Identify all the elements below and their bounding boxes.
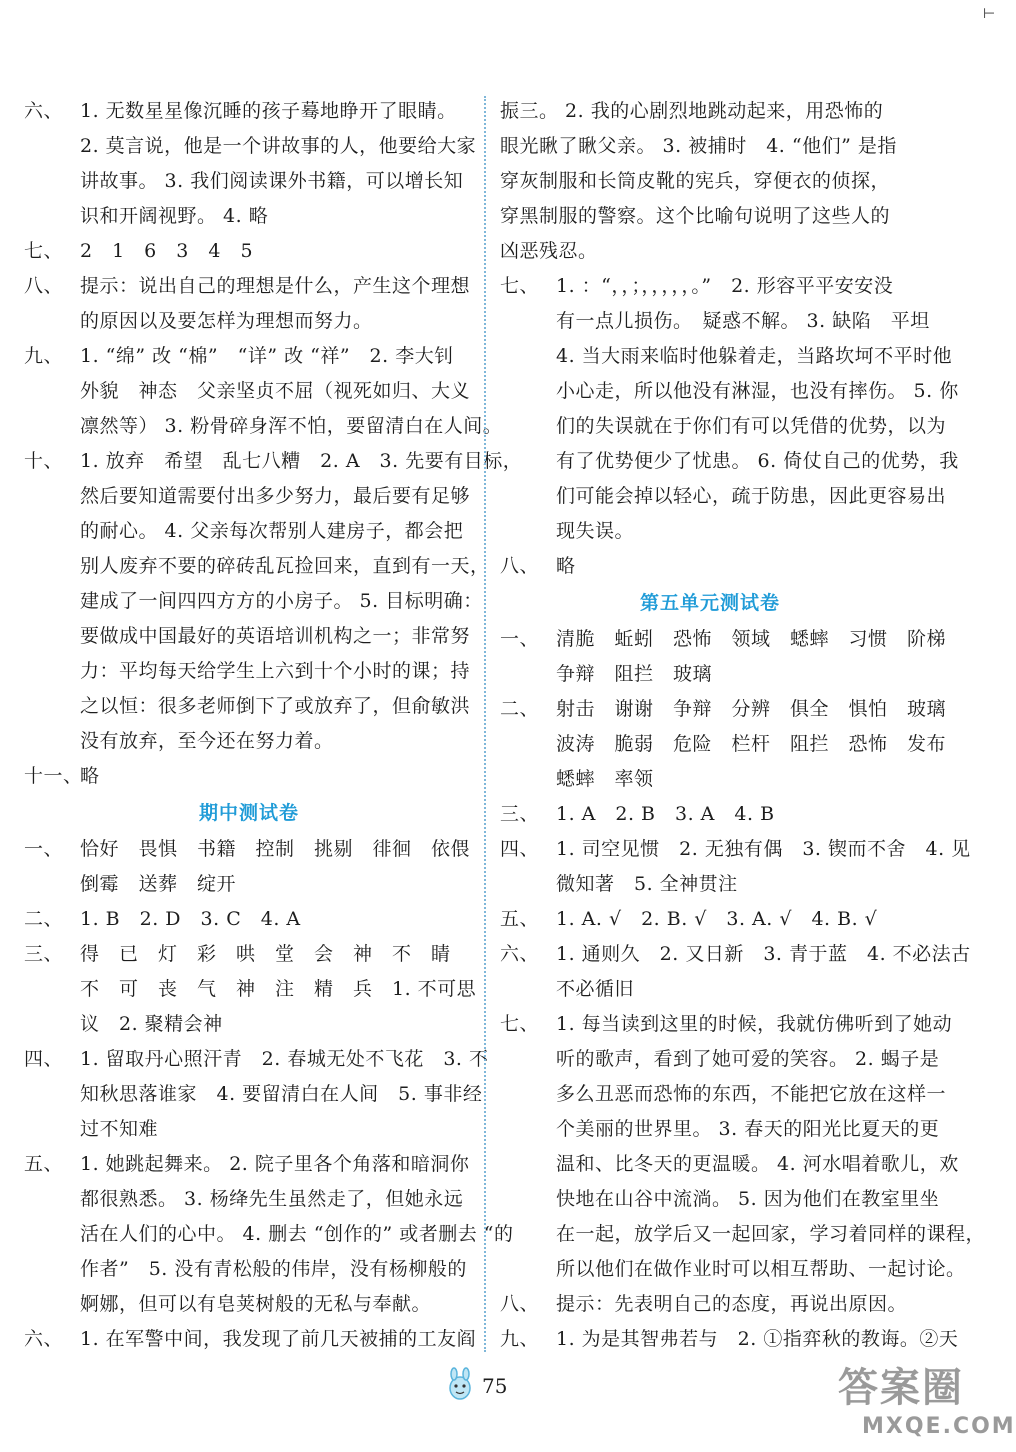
answer-entry	[24, 937, 477, 1042]
answer-text-line: 们可能会掉以轻心，疏于防患，因此更容易出	[556, 485, 947, 507]
question-number: 二、	[500, 698, 540, 720]
answer-text-line: 听的歌声，看到了她可爱的笑容。 2. 蝎子是	[556, 1048, 940, 1070]
answer-text-line: 1. 留取丹心照汗青 2. 春城无处不飞花 3. 不	[80, 1048, 489, 1070]
answer-text-line: 眼光瞅了瞅父亲。 3. 被捕时 4. “他们” 是指	[500, 135, 897, 157]
answer-text-line: 提示：先表明自己的态度，再说出原因。	[556, 1293, 908, 1315]
question-number: 八、	[500, 1293, 540, 1315]
question-number: 七、	[500, 275, 540, 297]
unit5-title: 第五单元测试卷	[639, 592, 780, 614]
answer-text-line: 1. 无数星星像沉睡的孩子蓦地睁开了眼睛。	[80, 100, 457, 122]
answer-text-line: 活在人们的心中。 4. 删去 “创作的” 或者删去 “的	[80, 1223, 514, 1245]
answer-text-line: 力：平均每天给学生上六到十个小时的课；持	[80, 660, 471, 682]
answer-text-line: 所以他们在做作业时可以相互帮助、一起讨论。	[556, 1258, 966, 1280]
unit5-entries	[500, 622, 986, 1357]
answer-text-line: 1. 她跳起舞来。 2. 院子里各个角落和暗洞你	[80, 1153, 470, 1175]
answer-text-line: 凶恶残忍。	[500, 240, 598, 262]
answer-entry	[500, 94, 920, 269]
answer-entry	[500, 549, 920, 584]
answer-text-line: 作者” 5. 没有青松般的伟岸，没有杨柳般的	[80, 1258, 467, 1280]
answer-text-line: 议 2. 聚精会神	[80, 1013, 223, 1035]
question-number: 十、	[24, 450, 64, 472]
corner-mark: ⊢	[983, 6, 996, 22]
question-number: 八、	[500, 555, 540, 577]
question-number: 七、	[500, 1013, 540, 1035]
question-number: 五、	[24, 1153, 64, 1175]
answer-text-line: 1. ：“，，；，，，，，。” 2. 形容平平安安没	[556, 275, 894, 297]
right-column	[500, 94, 986, 1357]
answer-text-line: 倒霉 送葬 绽开	[80, 873, 237, 895]
question-number: 六、	[24, 1328, 64, 1350]
answer-text-line: 2 1 6 3 4 5	[80, 240, 254, 262]
answer-text-line: 快地在山谷中流淌。 5. 因为他们在教室里坐	[556, 1188, 940, 1210]
answer-text-line: 蟋蟀 率领	[556, 768, 654, 790]
answer-text-line: 讲故事。 3. 我们阅读课外书籍，可以增长知	[80, 170, 464, 192]
answer-entry	[500, 902, 920, 937]
answer-text-line: 之以恒：很多老师倒下了或放弃了，但俞敏洪	[80, 695, 471, 717]
midterm-title: 期中测试卷	[198, 802, 299, 824]
answer-text-line: 小心走，所以他没有淋湿，也没有摔伤。 5. 你	[556, 380, 959, 402]
question-number: 一、	[500, 628, 540, 650]
answer-text-line: 多么丑恶而恐怖的东西，不能把它放在这样一	[556, 1083, 947, 1105]
question-number: 八、	[24, 275, 64, 297]
answer-text-line: 1. 为是其智弗若与 2. ①指弈秋的教诲。②天	[556, 1328, 959, 1350]
answer-text-line: 凛然等） 3. 粉骨碎身浑不怕，要留清白在人间。	[80, 415, 503, 437]
answer-text-line: 知秋思落谁家 4. 要留清白在人间 5. 事非经	[80, 1083, 483, 1105]
answer-text-line: 不必循旧	[556, 978, 635, 1000]
answer-text-line: 温和、比冬天的更温暖。 4. 河水唱着歌儿，欢	[556, 1153, 959, 1175]
watermark-top-text: 答案圈	[838, 1365, 964, 1411]
question-number: 十一、	[24, 765, 83, 787]
question-number: 四、	[500, 838, 540, 860]
answer-text-line: 过不知难	[80, 1118, 159, 1140]
answer-text-line: 1. 司空见惯 2. 无独有偶 3. 锲而不舍 4. 见	[556, 838, 971, 860]
answer-entry	[24, 444, 523, 759]
answer-text-line: 在一起，放学后又一起回家，学习着同样的课程，	[556, 1223, 986, 1245]
column-divider	[484, 96, 486, 1352]
answer-text-line: 1. A. √ 2. B. √ 3. A. √ 4. B. √	[556, 908, 878, 930]
answer-text-line: 4. 当大雨来临时他躲着走，当路坎坷不平时他	[556, 345, 953, 367]
answer-text-line: 建成了一间四四方方的小房子。 5. 目标明确：	[80, 590, 483, 612]
answer-text-line: 的耐心。 4. 父亲每次帮别人建房子，都会把	[80, 520, 464, 542]
answer-text-line: 波涛 脆弱 危险 栏杆 阻拦 恐怖 发布	[556, 733, 947, 755]
answer-text-line: 外貌 神态 父亲坚贞不屈（视死如归、大义	[80, 380, 471, 402]
answer-text-line: 的原因以及要怎样为理想而努力。	[80, 310, 373, 332]
question-number: 二、	[24, 908, 64, 930]
answer-entry	[500, 937, 971, 1007]
answer-text-line: 射击 谢谢 争辩 分辨 俱全 惧怕 玻璃	[556, 698, 947, 720]
answer-entry	[24, 1322, 477, 1357]
answer-text-line: 振三。 2. 我的心剧烈地跳动起来，用恐怖的	[500, 100, 884, 122]
answer-text-line: 穿黑制服的警察。这个比喻句说明了这些人的	[500, 205, 891, 227]
answer-text-line: 没有放弃，至今还在努力着。	[80, 730, 334, 752]
answer-entry	[500, 622, 947, 692]
question-number: 一、	[24, 838, 64, 860]
answer-text-line: 1. 在军警中间，我发现了前几天被捕的工友阎	[80, 1328, 477, 1350]
midterm-entries	[24, 832, 514, 1357]
page-number: 75	[482, 1374, 508, 1398]
question-number: 五、	[500, 908, 540, 930]
answer-text-line: 穿灰制服和长筒皮靴的宪兵，穿便衣的侦探，	[500, 170, 891, 192]
answer-entry	[500, 1287, 920, 1322]
answer-text-line: 2. 莫言说，他是一个讲故事的人，他要给大家	[80, 135, 477, 157]
answer-text-line: 个美丽的世界里。 3. 春天的阳光比夏天的更	[556, 1118, 940, 1140]
answer-entry	[24, 1042, 489, 1147]
answer-text-line: 有一点儿损伤。 疑惑不解。 3. 缺陷 平坦	[556, 310, 930, 332]
answer-text-line: 提示：说出自己的理想是什么，产生这个理想	[80, 275, 471, 297]
answer-entry	[24, 902, 474, 937]
answer-text-line: 略	[556, 555, 576, 577]
question-number: 三、	[500, 803, 540, 825]
question-number: 六、	[24, 100, 64, 122]
answer-text-line: 识和开阔视野。 4. 略	[80, 205, 269, 227]
mascot-icon	[445, 1368, 475, 1404]
answer-text-line: 1. 每当读到这里的时候，我就仿佛听到了她动	[556, 1013, 953, 1035]
question-number: 九、	[500, 1328, 540, 1350]
answer-text-line: 有了优势便少了忧患。 6. 倚仗自己的优势，我	[556, 450, 959, 472]
answer-text-line: 恰好 畏惧 书籍 控制 挑剔 徘徊 依偎	[80, 838, 471, 860]
question-number: 六、	[500, 943, 540, 965]
question-number: 九、	[24, 345, 64, 367]
answer-entry	[500, 832, 971, 902]
answer-entry	[500, 1322, 959, 1357]
answer-entry	[24, 759, 474, 794]
answer-text-line: 1. B 2. D 3. C 4. A	[80, 908, 301, 930]
watermark-logo	[832, 1356, 1016, 1448]
answer-entry	[24, 1147, 514, 1322]
answer-entry	[24, 234, 474, 269]
question-number: 七、	[24, 240, 64, 262]
answer-text-line: 要做成中国最好的英语培训机构之一；非常努	[80, 625, 471, 647]
answer-text-line: 得 已 灯 彩 哄 堂 会 神 不 睛	[80, 943, 451, 965]
answer-entry	[24, 94, 477, 234]
answer-text-line: 1. 放弃 希望 乱七八糟 2. A 3. 先要有目标，	[80, 450, 523, 472]
answer-entry	[24, 339, 503, 444]
answer-text-line: 清脆 蚯蚓 恐怖 领域 蟋蟀 习惯 阶梯	[556, 628, 947, 650]
answer-text-line: 微知著 5. 全神贯注	[556, 873, 738, 895]
answer-text-line: 争辩 阻拦 玻璃	[556, 663, 713, 685]
question-number: 三、	[24, 943, 64, 965]
question-number: 四、	[24, 1048, 64, 1070]
answer-text-line: 1. 通则久 2. 又日新 3. 青于蓝 4. 不必法古	[556, 943, 971, 965]
answer-text-line: 1. A 2. B 3. A 4. B	[556, 803, 775, 825]
answer-text-line: 都很熟悉。 3. 杨绛先生虽然走了，但她永远	[80, 1188, 464, 1210]
watermark-bottom-text: MXQE.COM	[862, 1414, 1016, 1439]
answer-text-line: 不 可 丧 气 神 注 精 兵 1. 不可思	[80, 978, 477, 1000]
answer-entry	[500, 797, 920, 832]
answer-entry	[500, 1007, 986, 1287]
answer-text-line: 婀娜，但可以有皂荚树般的无私与奉献。	[80, 1293, 432, 1315]
answer-entry	[500, 692, 947, 797]
right-entries	[500, 94, 959, 584]
answer-text-line: 现失误。	[556, 520, 635, 542]
answer-text-line: 然后要知道需要付出多少努力，最后要有足够	[80, 485, 471, 507]
answer-text-line: 略	[80, 765, 100, 787]
left-column	[24, 94, 523, 1357]
answer-text-line: 别人废弃不要的碎砖乱瓦捡回来，直到有一天，	[80, 555, 490, 577]
left-entries	[24, 94, 523, 794]
answer-entry	[24, 269, 474, 339]
answer-entry	[500, 269, 959, 549]
answer-text-line: 1. “绵” 改 “棉” “详” 改 “祥” 2. 李大钊	[80, 345, 454, 367]
answer-entry	[24, 832, 474, 902]
answer-text-line: 们的失误就在于你们有可以凭借的优势，以为	[556, 415, 947, 437]
